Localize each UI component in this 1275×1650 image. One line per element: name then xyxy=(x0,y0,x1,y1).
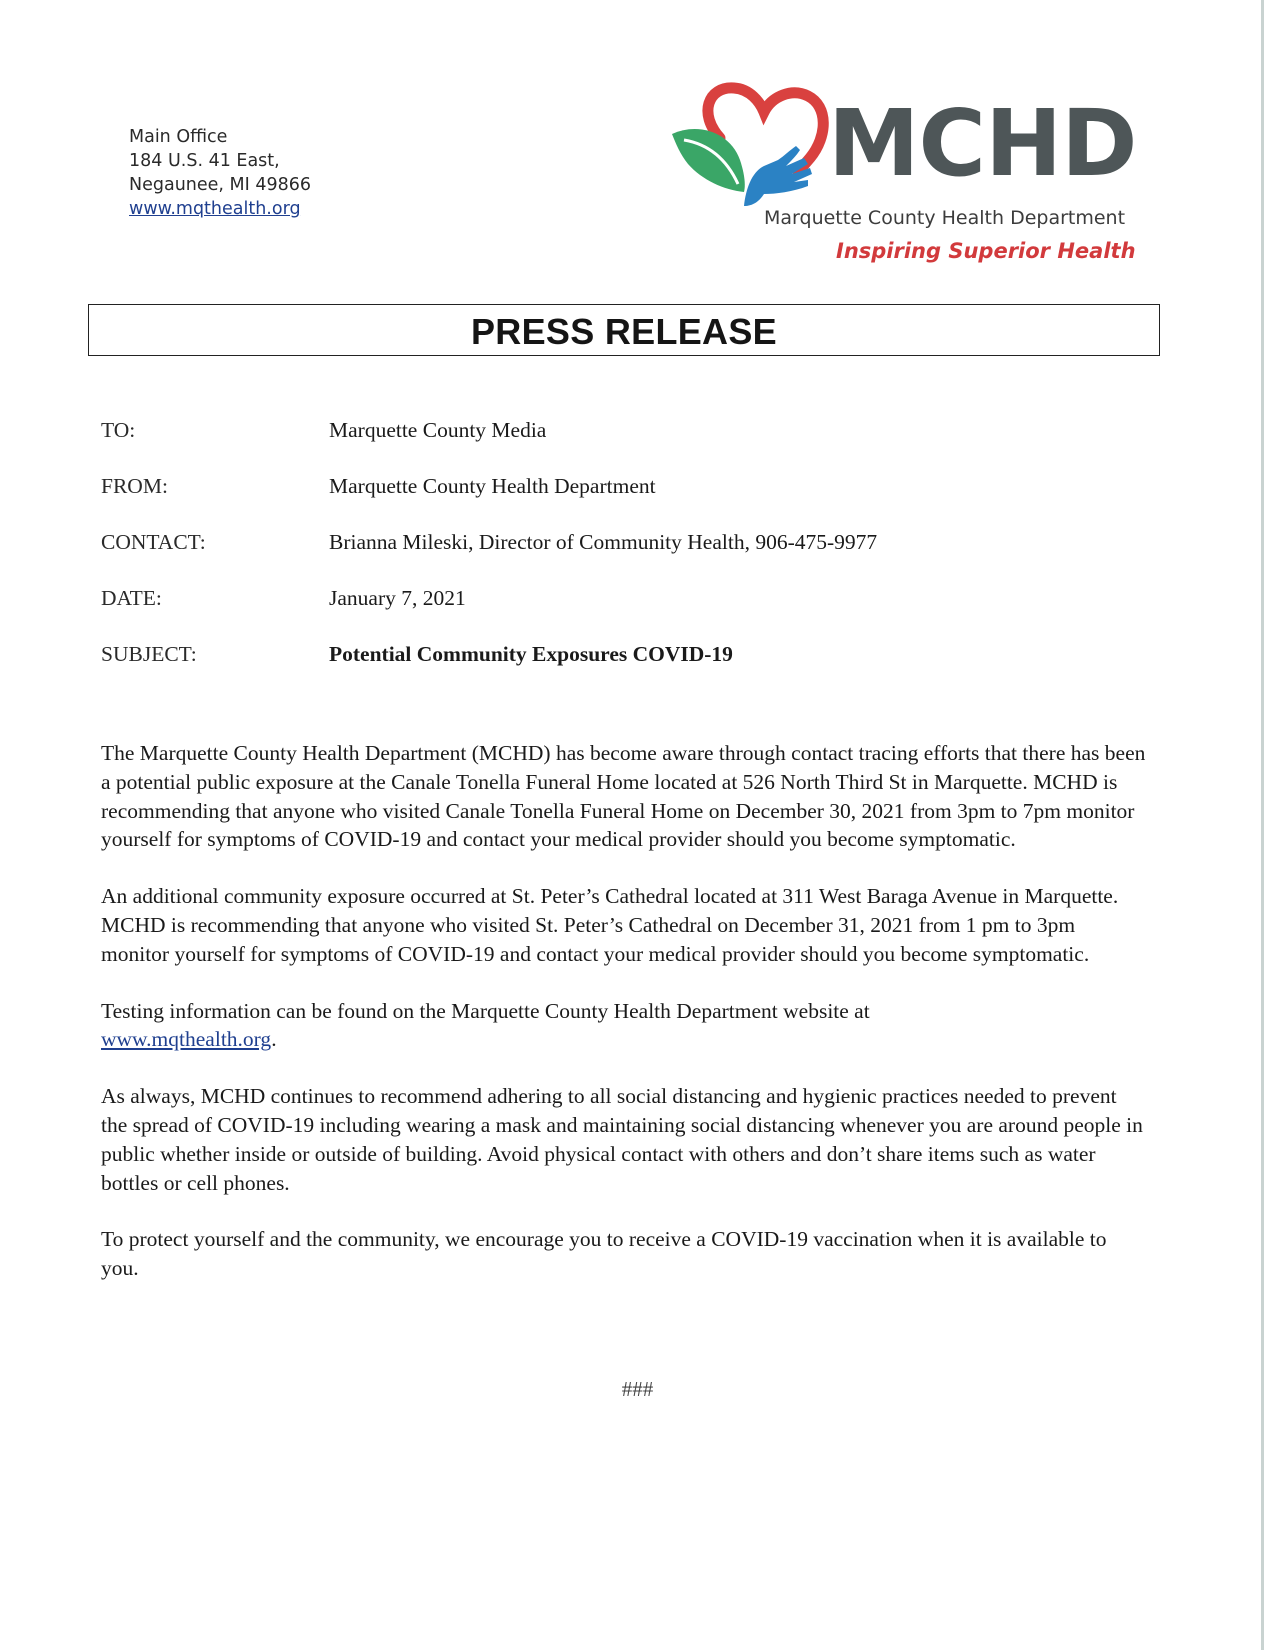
leaf-icon xyxy=(672,129,745,192)
logo-tagline: Inspiring Superior Health xyxy=(836,239,1136,263)
memo-label: SUBJECT: xyxy=(101,642,197,666)
logo-emblem xyxy=(668,80,843,210)
memo-value: Potential Community Exposures COVID-19 xyxy=(329,642,733,666)
testing-website-link[interactable]: www.mqthealth.org xyxy=(101,1027,272,1052)
letterhead-address xyxy=(129,125,311,221)
website-link[interactable]: www.mqthealth.org xyxy=(129,199,301,219)
paragraph-exposure-funeral-home: The Marquette County Health Department (MCHD) has become aware through contact tracing efforts that there has been a potential public exposure at the Canale Tonella Funeral Home located at 526 North Third St in Marquette. MCHD is recommending that anyone who visited Canale Tonella Funeral Home on December 30, 2021 from 3pm to 7pm monitor yourself for symptoms of COVID-19 and contact your medical provider should you become symptomatic. xyxy=(101,741,1146,852)
paragraph-distancing: As always, MCHD continues to recommend adhering to all social distancing and hygienic practices needed to prevent the spread of COVID-19 including wearing a mask and maintaining social distancing whenever you are around people in public whether inside or outside of building. Avoid physical contact with others and don’t share items such as water bottles or cell phones. xyxy=(101,1084,1143,1195)
memo-value: January 7, 2021 xyxy=(329,586,466,610)
memo-label: DATE: xyxy=(101,586,162,610)
mchd-logo xyxy=(668,80,1138,280)
banner-title: PRESS RELEASE xyxy=(471,311,777,352)
memo-value: Marquette County Media xyxy=(329,418,547,442)
memo-label: CONTACT: xyxy=(101,530,206,554)
testing-period: . xyxy=(271,1027,277,1052)
hand-icon xyxy=(744,146,812,206)
page-edge-line xyxy=(1261,0,1264,1650)
memo-label: FROM: xyxy=(101,474,168,498)
memo-value: Brianna Mileski, Director of Community Health, 906-475-9977 xyxy=(329,530,878,554)
office-title: Main Office xyxy=(129,127,228,147)
address-line-1: 184 U.S. 41 East, xyxy=(129,151,280,171)
press-release-banner xyxy=(88,304,1160,356)
memo-value: Marquette County Health Department xyxy=(329,474,656,498)
paragraph-testing-info xyxy=(101,997,1146,1055)
end-mark: ### xyxy=(621,1377,654,1401)
press-release-body xyxy=(101,739,1146,1311)
logo-department-name: Marquette County Health Department xyxy=(764,207,1126,229)
address-line-2: Negaunee, MI 49866 xyxy=(129,175,312,195)
testing-text: Testing information can be found on the Marquette County Health Department website at xyxy=(101,998,870,1023)
memo-label: TO: xyxy=(101,418,136,442)
paragraph-exposure-cathedral: An additional community exposure occurred at St. Peter’s Cathedral located at 311 West Baraga Avenue in Marquette. MCHD is recommending that anyone who visited St. Peter’s Cathedral on December 31, 2021 from 1 pm to 3pm monitor yourself for symptoms of COVID-19 and contact your medical provider should you become symptomatic. xyxy=(101,884,1119,966)
paragraph-vaccination: To protect yourself and the community, we encourage you to receive a COVID-19 vaccination when it is available to you. xyxy=(101,1227,1107,1281)
logo-acronym: MCHD xyxy=(828,90,1137,197)
